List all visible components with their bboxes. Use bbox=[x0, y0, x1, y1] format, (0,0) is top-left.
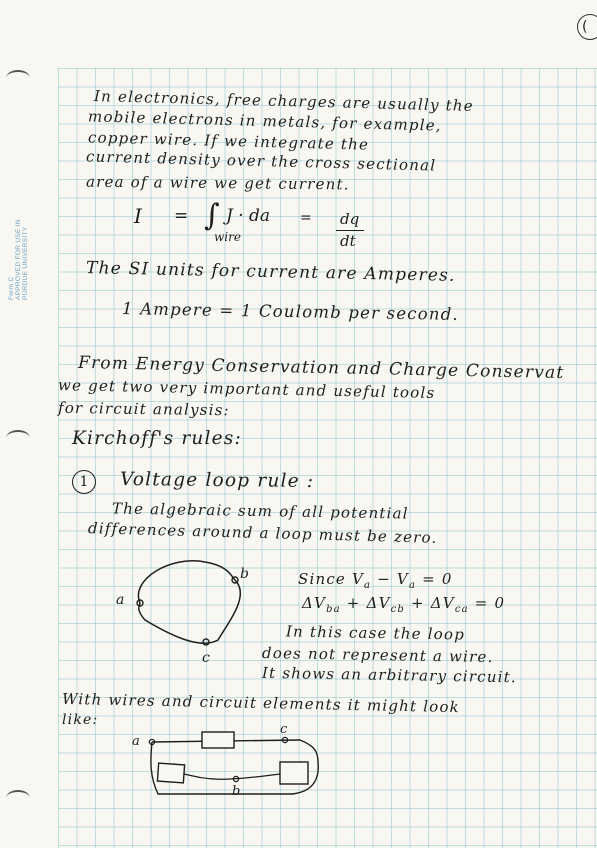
since-text: Since V bbox=[298, 570, 365, 588]
stamp-line: Form C bbox=[8, 276, 15, 300]
subscript: a bbox=[408, 580, 417, 591]
units-line-1: The SI units for current are Amperes. bbox=[85, 258, 456, 286]
loop-diagram bbox=[120, 550, 280, 660]
since-text: − V bbox=[371, 570, 409, 588]
intro-line-2: mobile electrons in metals, for example, bbox=[87, 107, 442, 135]
since-text: ΔV bbox=[302, 594, 327, 612]
since-equation-2 bbox=[302, 594, 505, 615]
current-equation bbox=[130, 200, 390, 255]
equals-sign: = bbox=[174, 206, 189, 226]
wires-line-2: like: bbox=[62, 712, 99, 728]
stamp-line: APPROVED FOR USE IN bbox=[15, 219, 22, 300]
fraction-bar bbox=[336, 230, 364, 231]
binder-hole-mark bbox=[6, 70, 30, 86]
paper-header-margin bbox=[0, 0, 597, 68]
loop-note-line-1: In this case the loop bbox=[285, 622, 466, 644]
intro-line-1: In electronics, free charges are usually the bbox=[93, 87, 475, 115]
circuit-node-b: b bbox=[232, 784, 242, 799]
conservation-line-3: for circuit analysis: bbox=[57, 398, 230, 420]
integrand: J · da bbox=[226, 206, 271, 226]
loop-note-line-3: It shows an arbitrary circuit. bbox=[261, 663, 518, 687]
subscript: cb bbox=[390, 604, 406, 615]
loop-node-a: a bbox=[116, 592, 126, 608]
intro-line-3: copper wire. If we integrate the bbox=[87, 128, 370, 154]
units-line-2: 1 Ampere = 1 Coulomb per second. bbox=[121, 299, 460, 324]
page-number: ( bbox=[577, 14, 597, 40]
since-text: + ΔV bbox=[405, 594, 455, 612]
since-equation-1 bbox=[298, 570, 453, 591]
conservation-line-2: we get two very important and useful tools bbox=[57, 376, 436, 402]
rule-desc-line-1: The algebraic sum of all potential bbox=[111, 499, 409, 523]
subscript: ba bbox=[326, 604, 341, 615]
loop-note-line-2: does not represent a wire. bbox=[261, 643, 494, 667]
paper-margin bbox=[0, 0, 58, 848]
binder-hole-mark bbox=[6, 790, 30, 806]
fraction-denominator: dt bbox=[340, 232, 356, 250]
rule-desc-line-2: differences around a loop must be zero. bbox=[87, 519, 438, 547]
rule-title: Voltage loop rule : bbox=[119, 468, 315, 493]
loop-node-c: c bbox=[202, 650, 212, 666]
intro-line-5: area of a wire we get current. bbox=[85, 172, 350, 194]
loop-node-b: b bbox=[240, 566, 251, 582]
equals-sign: = bbox=[300, 210, 312, 226]
binder-hole-mark bbox=[6, 430, 30, 446]
current-symbol: I bbox=[134, 204, 142, 228]
kirchoff-heading: Kirchoff's rules: bbox=[72, 428, 242, 449]
integral-subscript: wire bbox=[214, 230, 241, 244]
fraction-numerator: dq bbox=[340, 210, 360, 228]
rule-number: 1 bbox=[79, 474, 89, 490]
intro-line-4: current density over the cross sectional bbox=[85, 147, 437, 175]
approval-stamp bbox=[8, 219, 29, 300]
circuit-node-c: c bbox=[280, 722, 289, 737]
circuit-node-a: a bbox=[132, 734, 141, 749]
conservation-line-1: From Energy Conservation and Charge Conservat bbox=[77, 352, 565, 384]
since-text: + ΔV bbox=[340, 594, 391, 612]
since-text: = 0 bbox=[468, 594, 506, 612]
subscript: a bbox=[364, 580, 372, 591]
wires-line-1: With wires and circuit elements it might look bbox=[61, 689, 461, 717]
integral-symbol: ∫ bbox=[204, 198, 220, 233]
rule-number-circle bbox=[72, 470, 96, 494]
since-text: = 0 bbox=[416, 570, 453, 588]
subscript: ca bbox=[454, 604, 469, 615]
stamp-line: PURDUE UNIVERSITY bbox=[22, 226, 29, 300]
